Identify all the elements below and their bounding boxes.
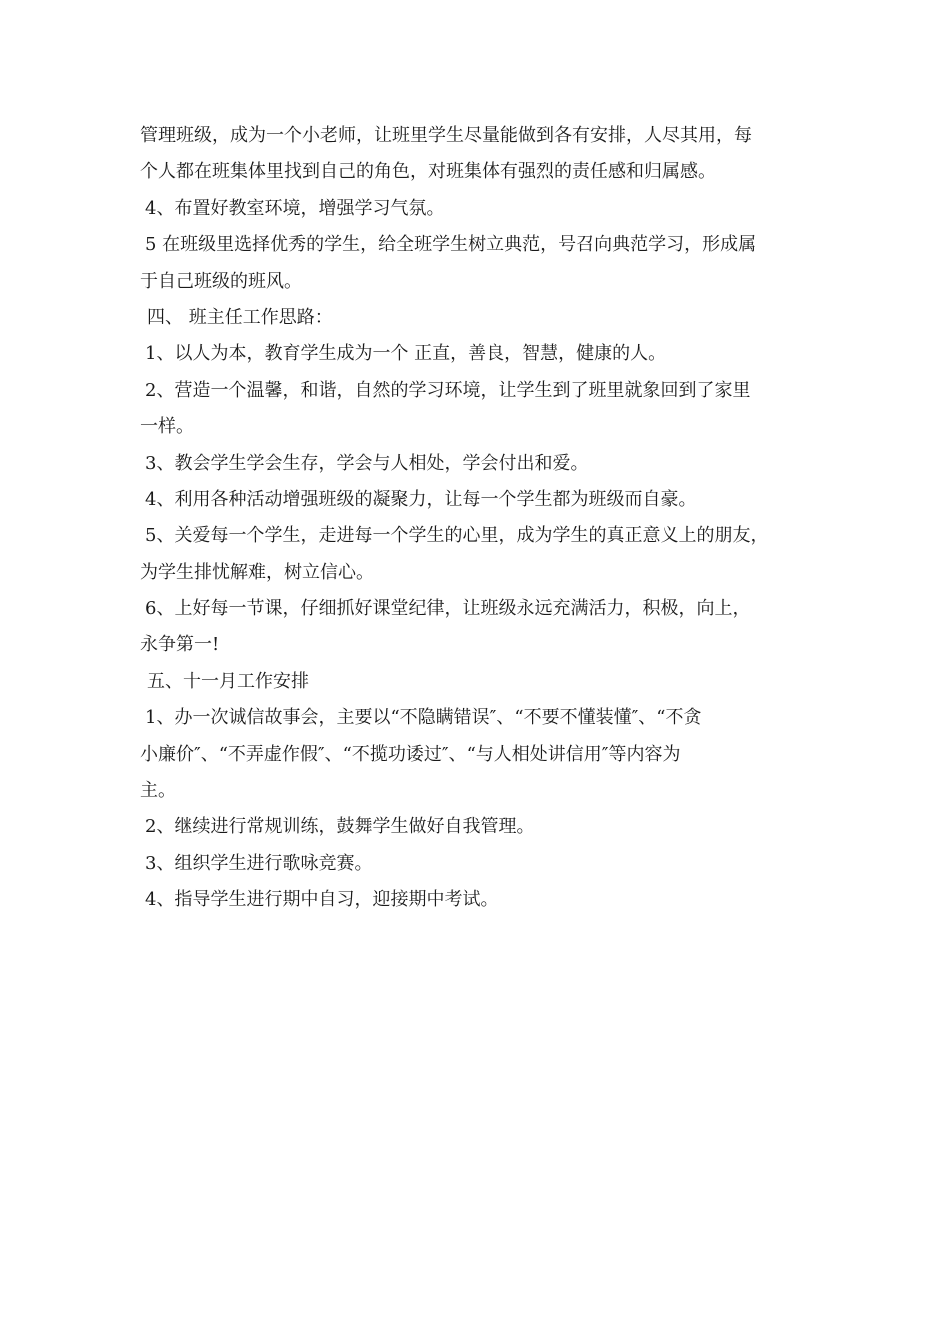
list-item: 3、教会学生学会生存，学会与人相处，学会付出和爱。 bbox=[145, 452, 589, 474]
list-item: 2、继续进行常规训练，鼓舞学生做好自我管理。 bbox=[145, 816, 535, 838]
list-item: 6、上好每一节课，仔细抓好课堂纪律，让班级永远充满活力，积极，向上， bbox=[145, 598, 751, 620]
paragraph-line: 管理班级，成为一个小老师，让班里学生尽量能做到各有安排，人尽其用，每 bbox=[140, 125, 752, 146]
list-item: 5 在班级里选择优秀的学生，给全班学生树立典范，号召向典范学习，形成属 bbox=[145, 234, 757, 256]
paragraph-line: 于自己班级的班风。 bbox=[140, 270, 302, 292]
list-item: 5、关爱每一个学生，走进每一个学生的心里，成为学生的真正意义上的朋友， bbox=[145, 525, 769, 547]
list-item: 4、利用各种活动增强班级的凝聚力，让每一个学生都为班级而自豪。 bbox=[145, 488, 697, 510]
list-item: 3、组织学生进行歌咏竞赛。 bbox=[145, 852, 373, 874]
list-item: 1、办一次诚信故事会，主要以“不隐瞒错误″、“不要不懂装懂″、“不贪 bbox=[145, 707, 702, 729]
list-item: 4、布置好教室环境，增强学习气氛。 bbox=[145, 197, 445, 219]
paragraph-line: 为学生排忧解难，树立信心。 bbox=[140, 561, 374, 583]
paragraph-line: 个人都在班集体里找到自己的角色，对班集体有强烈的责任感和归属感。 bbox=[140, 161, 716, 183]
section-heading: 五、十一月工作安排 bbox=[147, 670, 309, 692]
list-item: 2、营造一个温馨，和谐，自然的学习环境，让学生到了班里就象回到了家里 bbox=[145, 379, 751, 401]
paragraph-line: 小廉价″、“不弄虚作假″、“不揽功诿过″、“与人相处讲信用″等内容为 bbox=[140, 743, 681, 765]
list-item: 4、指导学生进行期中自习，迎接期中考试。 bbox=[145, 889, 499, 911]
paragraph-line: 一样。 bbox=[140, 416, 194, 438]
section-heading: 四、 班主任工作思路： bbox=[147, 306, 333, 328]
document-body bbox=[140, 118, 820, 919]
paragraph-line: 永争第一! bbox=[140, 634, 220, 656]
paragraph-line: 主。 bbox=[140, 780, 176, 802]
list-item: 1、以人为本，教育学生成为一个 正直，善良，智慧，健康的人。 bbox=[145, 343, 667, 365]
